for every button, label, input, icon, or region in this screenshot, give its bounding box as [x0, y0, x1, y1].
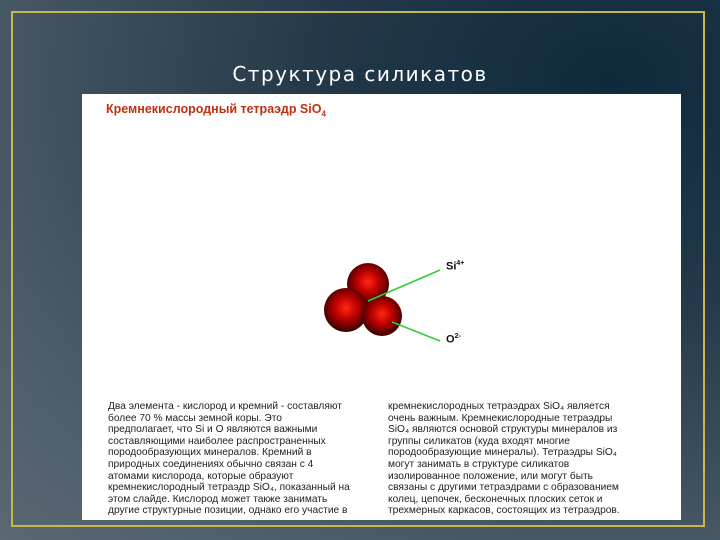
slide-title: Структура силикатов	[232, 62, 488, 86]
text-line: более 70 % массы земной коры. Это	[108, 412, 282, 424]
tetrahedron-figure	[82, 94, 681, 520]
description-left-column	[108, 401, 378, 517]
si-label-base: Si	[446, 260, 457, 273]
text-line: предполагает, что Si и O являются важными	[108, 424, 318, 436]
text-line: этом слайде. Кислород может также занимать	[108, 493, 328, 505]
o-ion-label	[446, 333, 461, 346]
oxygen-atom-left	[324, 288, 368, 332]
text-line: очень важным. Кремнекислородные тетраэдры	[388, 412, 613, 424]
text-line: связаны с другими тетраэдрами с образованием	[388, 482, 619, 494]
text-line: трехмерных каркасов, состоящих из тетраэдров.	[388, 505, 620, 517]
oxygen-atom-right	[362, 296, 402, 336]
text-line: природных соединениях обычно связан с 4	[108, 458, 314, 470]
text-line: изолированное положение, или могут быть	[388, 470, 593, 482]
o-label-charge: 2-	[454, 333, 461, 340]
text-line: Два элемента - кислород и кремний - составляют	[108, 401, 342, 412]
text-line: породообразующие минералы). Тетраэдры SiO₄	[388, 447, 617, 459]
text-line: могут занимать в структуре силикатов	[388, 458, 570, 470]
figure-heading-subscript: 4	[321, 109, 326, 119]
text-line: составляющими наиболее распространенных	[108, 435, 326, 447]
sio4-molecule-diagram	[82, 94, 681, 394]
figure-heading-text: Кремнекислородный тетраэдр SiO	[106, 102, 322, 116]
text-line: породообразующих минералов. Кремний в	[108, 447, 312, 459]
text-line: атомами кислорода, которые образуют	[108, 470, 294, 482]
text-line: группы силикатов (куда входят многие	[388, 435, 570, 447]
o-connector-line	[392, 322, 440, 341]
si-ion-label	[446, 260, 464, 273]
o-label-base: O	[446, 333, 455, 346]
description-right-column	[388, 401, 658, 517]
text-line: кремнекислородный тетраэдр SiO₄, показанный на	[108, 482, 350, 494]
text-line: колец, цепочек, бесконечных плоских сеток и	[388, 493, 603, 505]
text-line: SiO₄ являются основой структуры минералов из	[388, 424, 618, 436]
text-line: кремнекислородных тетраэдрах SiO₄ является	[388, 401, 610, 412]
si-label-charge: 4+	[456, 260, 465, 267]
text-line: другие структурные позиции, однако его участие в	[108, 505, 348, 517]
